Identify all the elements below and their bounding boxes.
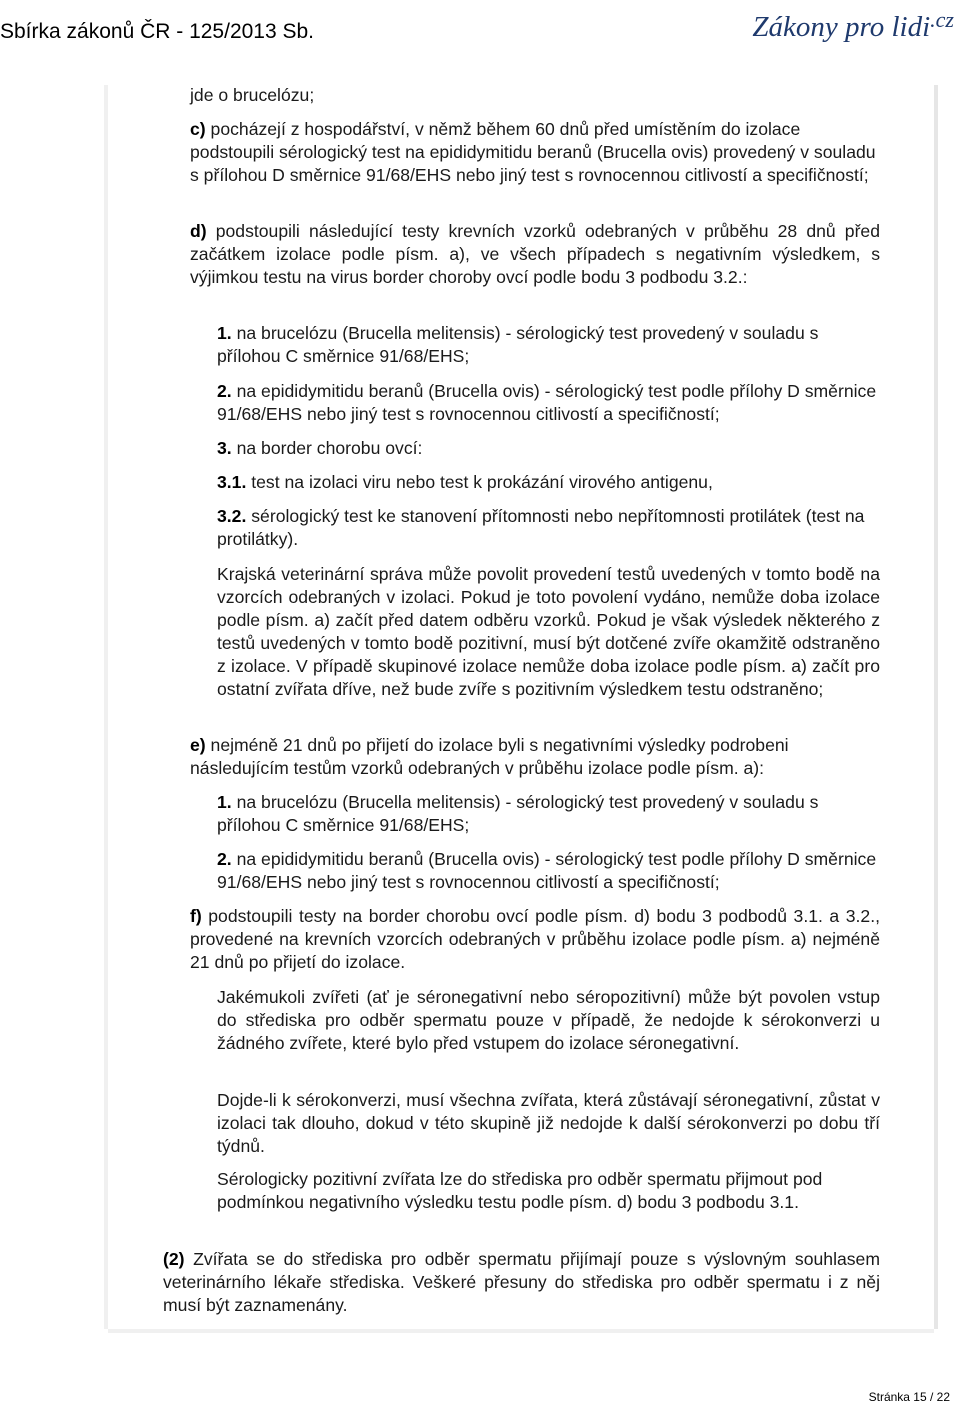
section-2 (163, 1248, 880, 1317)
logo-suffix: .cz (930, 7, 954, 32)
item-label: 2. (217, 381, 232, 401)
item-e (190, 734, 880, 780)
item-d-3-2 (217, 505, 880, 551)
item-text: na brucelózu (Brucella melitensis) - sérologický test provedený v souladu s přílohou C směrnice 91/68/EHS; (217, 792, 819, 835)
paragraph-dojde: Dojde-li k sérokonverzi, musí všechna zvířata, která zůstávají séronegativní, zůstat v izolaci tak dlouho, dokud v této skupině již nedojde k další sérokonverzi po dobu tří týdnů. (217, 1090, 880, 1156)
item-d-2 (217, 380, 880, 426)
item-label: 1. (217, 792, 232, 812)
item-e-2 (217, 848, 880, 894)
item-d-1 (217, 322, 880, 368)
item-label: e) (190, 735, 206, 755)
item-d-3 (217, 437, 880, 460)
item-label: 3.2. (217, 506, 247, 526)
item-label: d) (190, 221, 207, 241)
item-text: pocházejí z hospodářství, v němž během 60 dnů před umístěním do izolace podstoupili sérologický test na epididymitidu beranů (Brucella ovis) provedený v souladu s přílohou D směrnice 91/68/EHS nebo jiný test s rovnocennou citlivostí a specifičností; (190, 119, 876, 185)
section-label: (2) (163, 1249, 185, 1269)
item-text: na border chorobu ovcí: (231, 438, 423, 458)
logo-text: Zákony pro lidi (752, 11, 931, 43)
item-text: sérologický test ke stanovení přítomnosti nebo nepřítomnosti protilátek (test na protilátky). (217, 506, 865, 549)
paragraph-jakemukoli: Jakémukoli zvířeti (ať je séronegativní nebo séropozitivní) může být povolen vstup do střediska pro odběr spermatu pouze v případě, že nedojde k sérokonverzi u žádného zvířete, které bylo před vstupem do izolace séronegativní. (217, 987, 880, 1053)
item-f (190, 905, 880, 974)
item-label: 1. (217, 323, 232, 343)
item-text: na brucelózu (Brucella melitensis) - sérologický test provedený v souladu s přílohou C směrnice 91/68/EHS; (217, 323, 819, 366)
site-logo[interactable] (752, 2, 954, 45)
document-title: Sbírka zákonů ČR - 125/2013 Sb. (0, 20, 315, 43)
item-text: test na izolaci viru nebo test k prokázání virového antigenu, (246, 472, 713, 492)
paragraph-serologicky: Sérologicky pozitivní zvířata lze do střediska pro odběr spermatu přijmout pod podmínkou negativního výsledku testu podle písm. d) bodu 3 podbodu 3.1. (217, 1169, 823, 1212)
item-c (190, 118, 880, 187)
item-label: 3. (217, 438, 232, 458)
item-label: f) (190, 906, 202, 926)
item-d (190, 220, 880, 289)
item-text: podstoupili následující testy krevních vzorků odebraných v průběhu 28 dnů před začátkem izolace podle písm. a), ve všech případech s negativním výsledkem, s výjimkou testu na virus border choroby ovcí podle bodu 3 podbodu 3.2.: (190, 221, 880, 287)
panel-edge (934, 85, 938, 1329)
section-text: Zvířata se do střediska pro odběr spermatu přijímají pouze s výslovným souhlasem veterinárního lékaře střediska. Veškeré přesuny do střediska pro odběr spermatu i z něj musí být zaznamenány. (163, 1249, 880, 1315)
paragraph-krajska: Krajská veterinární správa může povolit provedení testů uvedených v tomto bodě na vzorcích odebraných v izolaci. Pokud je toto povolení vydáno, nemůže doba izolace podle písm. a) začít před datem odběru vzorků. Pokud je však výsledek některého z testů uvedených v tomto bodě pozitivní, musí být dotčené zvíře okamžitě odstraněno z izolace. V případě skupinové izolace nemůže doba izolace podle písm. a) začít pro ostatní zvířata dříve, než bude zvíře s pozitivním výsledkem testu odstraněno; (217, 564, 880, 699)
item-e-1 (217, 791, 880, 837)
item-text: podstoupili testy na border chorobu ovcí podle písm. d) bodu 3 podbodů 3.1. a 3.2., provedené na krevních vzorcích odebraných v průběhu izolace podle písm. a) nejméně 21 dnů po přijetí do izolace. (190, 906, 880, 972)
item-d-3-1 (217, 471, 880, 494)
paragraph-intro: jde o brucelózu; (190, 85, 315, 105)
item-text: nejméně 21 dnů po přijetí do izolace byli s negativními výsledky podrobeni následujícím testům vzorků odebraných v průběhu izolace podle písm. a): (190, 735, 789, 778)
item-text: na epididymitidu beranů (Brucella ovis) - sérologický test podle přílohy D směrnice 91/68/EHS nebo jiný test s rovnocennou citlivostí a specifičností; (217, 849, 877, 892)
item-label: c) (190, 119, 206, 139)
item-label: 2. (217, 849, 232, 869)
item-label: 3.1. (217, 472, 247, 492)
page-number: Stránka 15 / 22 (868, 1390, 950, 1404)
item-text: na epididymitidu beranů (Brucella ovis) - sérologický test podle přílohy D směrnice 91/68/EHS nebo jiný test s rovnocennou citlivostí a specifičností; (217, 381, 877, 424)
